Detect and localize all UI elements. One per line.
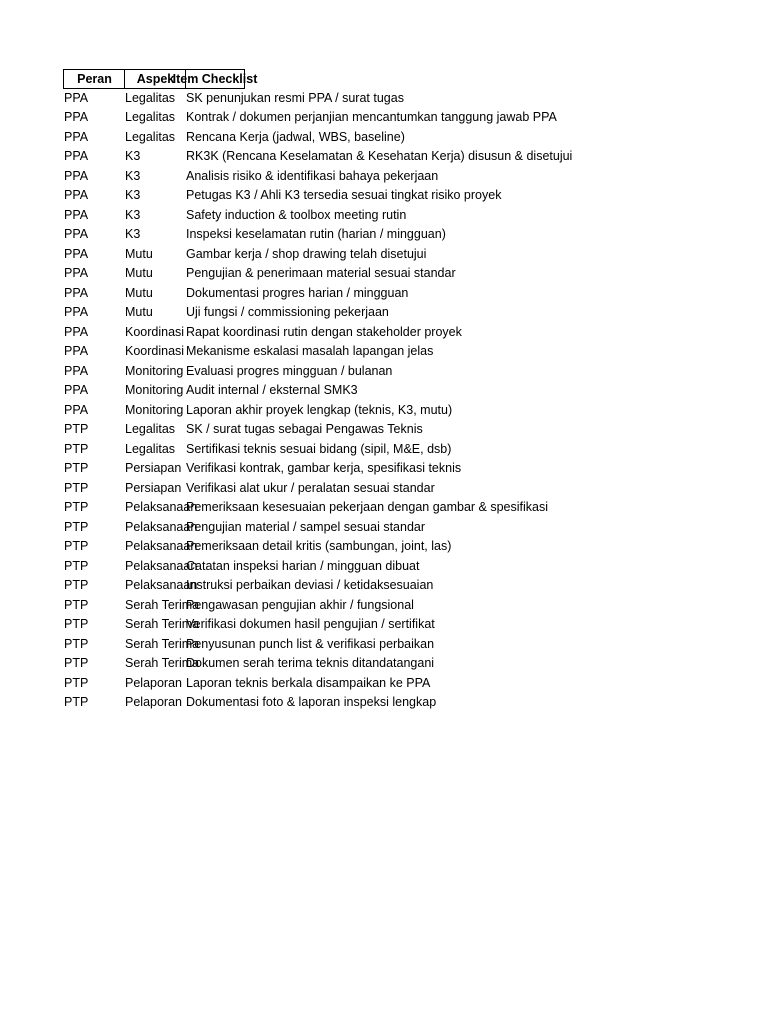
cell-aspek[interactable]: Monitoring bbox=[125, 363, 184, 378]
cell-aspek[interactable]: K3 bbox=[125, 188, 141, 202]
cell-peran[interactable]: PTP bbox=[64, 480, 89, 495]
cell-item[interactable]: Dokumen serah terima teknis ditandatangani bbox=[186, 656, 435, 670]
cell-aspek[interactable]: Serah Terima bbox=[125, 617, 200, 631]
cell-item[interactable]: Rencana Kerja (jadwal, WBS, baseline) bbox=[186, 129, 405, 144]
cell-peran[interactable]: PTP bbox=[64, 656, 89, 670]
cell-aspek[interactable]: Koordinasi bbox=[125, 324, 185, 339]
cell-item[interactable]: Dokumentasi foto & laporan inspeksi lengkap bbox=[186, 695, 437, 709]
cell-item[interactable]: Mekanisme eskalasi masalah lapangan jelas bbox=[186, 344, 434, 358]
cell-aspek[interactable]: Legalitas bbox=[125, 110, 176, 124]
cell-peran[interactable]: PTP bbox=[64, 636, 89, 651]
cell-aspek[interactable]: Pelaksanaan bbox=[125, 578, 198, 592]
cell-item[interactable]: Analisis risiko & identifikasi bahaya pekerjaan bbox=[186, 168, 439, 183]
cell-peran[interactable]: PTP bbox=[64, 519, 89, 534]
cell-item[interactable]: Petugas K3 / Ahli K3 tersedia sesuai tingkat risiko proyek bbox=[186, 188, 502, 202]
cell-aspek[interactable]: Pelaporan bbox=[125, 695, 182, 709]
header-cell-item-checklist[interactable] bbox=[172, 69, 258, 89]
cell-peran[interactable]: PPA bbox=[64, 363, 89, 378]
cell-item[interactable]: RK3K (Rencana Keselamatan & Kesehatan Kerja) disusun & disetujui bbox=[186, 149, 573, 163]
cell-peran[interactable]: PPA bbox=[64, 305, 89, 319]
cell-aspek[interactable]: Mutu bbox=[125, 266, 153, 280]
cell-item[interactable]: Pengujian & penerimaan material sesuai standar bbox=[186, 266, 456, 280]
cell-aspek[interactable]: K3 bbox=[125, 207, 141, 222]
cell-item[interactable]: Rapat koordinasi rutin dengan stakeholder proyek bbox=[186, 324, 462, 339]
cell-aspek[interactable]: Legalitas bbox=[125, 90, 176, 105]
cell-peran[interactable]: PPA bbox=[64, 383, 89, 397]
cell-aspek[interactable]: Serah Terima bbox=[125, 656, 200, 670]
cell-item[interactable]: Uji fungsi / commissioning pekerjaan bbox=[186, 305, 389, 319]
cell-aspek[interactable]: K3 bbox=[125, 168, 141, 183]
cell-aspek[interactable]: Pelaksanaan bbox=[125, 500, 198, 514]
cell-item[interactable]: SK / surat tugas sebagai Pengawas Teknis bbox=[186, 422, 423, 436]
cell-item[interactable]: Safety induction & toolbox meeting rutin bbox=[186, 207, 407, 222]
cell-item[interactable]: Verifikasi kontrak, gambar kerja, spesifikasi teknis bbox=[186, 461, 462, 475]
cell-peran[interactable]: PTP bbox=[64, 422, 89, 436]
cell-aspek[interactable]: Monitoring bbox=[125, 402, 184, 417]
cell-item[interactable]: Verifikasi dokumen hasil pengujian / sertifikat bbox=[186, 617, 435, 631]
cell-peran[interactable]: PPA bbox=[64, 188, 89, 202]
cell-peran[interactable]: PPA bbox=[64, 402, 89, 417]
cell-item[interactable]: Sertifikasi teknis sesuai bidang (sipil, M&E, dsb) bbox=[186, 441, 452, 456]
cell-peran[interactable]: PPA bbox=[64, 207, 89, 222]
cell-aspek[interactable]: K3 bbox=[125, 227, 141, 241]
cell-peran[interactable]: PPA bbox=[64, 168, 89, 183]
cell-aspek[interactable]: Serah Terima bbox=[125, 636, 200, 651]
cell-item[interactable]: Dokumentasi progres harian / mingguan bbox=[186, 285, 409, 300]
cell-item[interactable]: Laporan akhir proyek lengkap (teknis, K3, mutu) bbox=[186, 402, 453, 417]
cell-item[interactable]: Gambar kerja / shop drawing telah disetujui bbox=[186, 246, 427, 261]
cell-peran[interactable]: PTP bbox=[64, 500, 89, 514]
cell-item[interactable]: Pengawasan pengujian akhir / fungsional bbox=[186, 597, 414, 612]
cell-item[interactable]: Penyusunan punch list & verifikasi perbaikan bbox=[186, 636, 435, 651]
cell-aspek[interactable]: Mutu bbox=[125, 305, 153, 319]
cell-peran[interactable]: PTP bbox=[64, 578, 89, 592]
cell-item[interactable]: Verifikasi alat ukur / peralatan sesuai standar bbox=[186, 480, 435, 495]
cell-aspek[interactable]: Pelaporan bbox=[125, 675, 182, 690]
cell-item[interactable]: Instruksi perbaikan deviasi / ketidaksesuaian bbox=[186, 578, 434, 592]
cell-peran[interactable]: PPA bbox=[64, 246, 89, 261]
cell-aspek[interactable]: Mutu bbox=[125, 285, 153, 300]
cell-peran[interactable]: PTP bbox=[64, 675, 89, 690]
cell-aspek[interactable]: Monitoring bbox=[125, 383, 184, 397]
cell-aspek[interactable]: Serah Terima bbox=[125, 597, 200, 612]
cell-item[interactable]: Inspeksi keselamatan rutin (harian / mingguan) bbox=[186, 227, 446, 241]
cell-peran[interactable]: PPA bbox=[64, 285, 89, 300]
cell-peran[interactable]: PPA bbox=[64, 324, 89, 339]
cell-aspek[interactable]: Legalitas bbox=[125, 441, 176, 456]
cell-peran[interactable]: PTP bbox=[64, 558, 89, 573]
cell-aspek[interactable]: K3 bbox=[125, 149, 141, 163]
header-cell-aspek[interactable]: Aspek bbox=[124, 69, 185, 89]
cell-item[interactable]: Catatan inspeksi harian / mingguan dibuat bbox=[186, 558, 420, 573]
cell-aspek[interactable]: Pelaksanaan bbox=[125, 539, 198, 553]
cell-item[interactable]: Pengujian material / sampel sesuai standar bbox=[186, 519, 426, 534]
header-item-label: Item Checklist bbox=[172, 72, 258, 86]
cell-peran[interactable]: PPA bbox=[64, 227, 89, 241]
cell-aspek[interactable]: Legalitas bbox=[125, 422, 176, 436]
cell-item[interactable]: SK penunjukan resmi PPA / surat tugas bbox=[186, 90, 404, 105]
cell-peran[interactable]: PTP bbox=[64, 695, 89, 709]
cell-peran[interactable]: PPA bbox=[64, 266, 89, 280]
cell-aspek[interactable]: Persiapan bbox=[125, 480, 182, 495]
cell-peran[interactable]: PTP bbox=[64, 597, 89, 612]
cell-peran[interactable]: PPA bbox=[64, 344, 89, 358]
cell-item[interactable]: Pemeriksaan detail kritis (sambungan, joint, las) bbox=[186, 539, 452, 553]
cell-peran[interactable]: PTP bbox=[64, 461, 89, 475]
cell-aspek[interactable]: Pelaksanaan bbox=[125, 558, 198, 573]
cell-aspek[interactable]: Persiapan bbox=[125, 461, 182, 475]
cell-aspek[interactable]: Mutu bbox=[125, 246, 153, 261]
cell-peran[interactable]: PPA bbox=[64, 110, 89, 124]
cell-item[interactable]: Evaluasi progres mingguan / bulanan bbox=[186, 363, 393, 378]
cell-item[interactable]: Audit internal / eksternal SMK3 bbox=[186, 383, 358, 397]
cell-peran[interactable]: PPA bbox=[64, 90, 89, 105]
cell-peran[interactable]: PTP bbox=[64, 617, 89, 631]
cell-aspek[interactable]: Koordinasi bbox=[125, 344, 185, 358]
header-cell-peran[interactable]: Peran bbox=[63, 69, 124, 89]
cell-peran[interactable]: PTP bbox=[64, 539, 89, 553]
cell-aspek[interactable]: Pelaksanaan bbox=[125, 519, 198, 534]
cell-item[interactable]: Laporan teknis berkala disampaikan ke PPA bbox=[186, 675, 431, 690]
cell-peran[interactable]: PPA bbox=[64, 149, 89, 163]
cell-item[interactable]: Kontrak / dokumen perjanjian mencantumkan tanggung jawab PPA bbox=[186, 110, 557, 124]
cell-peran[interactable]: PTP bbox=[64, 441, 89, 456]
cell-item[interactable]: Pemeriksaan kesesuaian pekerjaan dengan gambar & spesifikasi bbox=[186, 500, 549, 514]
cell-aspek[interactable]: Legalitas bbox=[125, 129, 176, 144]
cell-peran[interactable]: PPA bbox=[64, 129, 89, 144]
